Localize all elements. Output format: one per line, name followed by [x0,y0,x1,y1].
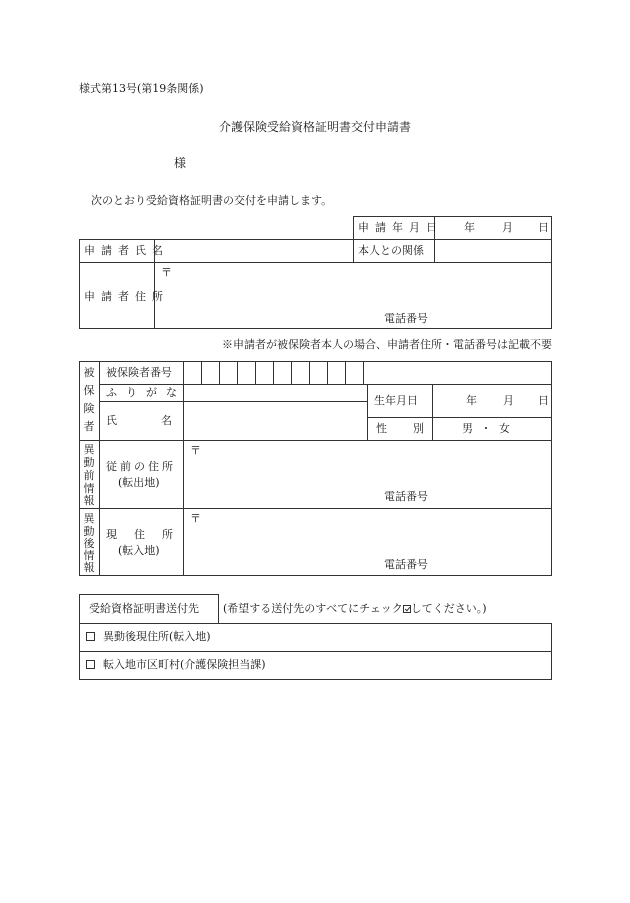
furigana-label: ふりがな [106,386,186,399]
birth-day: 日 [538,394,549,407]
current-postal-mark: 〒 [190,512,201,525]
insured-number-label: 被保険者番号 [106,366,172,379]
birth-date-label: 生年月日 [374,394,418,407]
application-date-month: 月 [502,221,513,234]
applicant-address-label: 申請者住所 [84,290,169,303]
after-side-char-3: 後 [83,537,95,550]
furigana-input[interactable] [186,386,365,399]
insured-side-char-2: 保 [83,384,95,397]
application-date-label: 申請年月日 [358,221,443,234]
current-address-sublabel: (転入地) [118,544,160,557]
previous-postal-mark: 〒 [190,444,201,457]
after-side-char-2: 動 [83,525,95,538]
previous-phone-label: 電話番号 [384,490,428,503]
relation-input[interactable] [437,241,549,260]
after-side-char-5: 報 [83,561,95,574]
form-number: 様式第13号(第19条関係) [79,82,204,95]
check-sample-icon [403,605,411,613]
delivery-option-2[interactable] [86,658,266,672]
insured-name-input[interactable] [186,403,365,438]
addressee-suffix: 様 [174,156,187,170]
note-text: ※申請者が被保険者本人の場合、申請者住所・電話番号は記載不要 [222,338,552,351]
delivery-option-1-label: 異動後現住所(転入地) [103,630,211,643]
applicant-name-label: 申請者氏名 [84,244,169,257]
current-address-label: 現住所 [106,528,190,541]
applicant-name-input[interactable] [157,241,350,260]
after-side-char-1: 異 [83,512,95,525]
after-side-char-4: 情 [83,549,95,562]
checkbox-icon[interactable] [86,632,95,641]
delivery-option-1[interactable] [86,630,211,644]
insured-number-input[interactable] [184,362,363,383]
application-date-input[interactable] [440,218,460,238]
intro-text: 次のとおり受給資格証明書の交付を申請します。 [91,194,333,207]
delivery-label: 受給資格証明書送付先 [89,602,199,615]
insured-name-label: 氏名 [106,414,216,427]
delivery-instruction-before: (希望する送付先のすべてにチェック [223,602,403,615]
insured-side-char-1: 被 [83,366,95,379]
before-side-char-2: 動 [83,456,95,469]
applicant-phone-label: 電話番号 [384,312,428,325]
previous-address-label: 従前の住所 [106,460,176,473]
delivery-instruction-after: してください。) [410,602,487,615]
before-side-char-4: 情 [83,482,95,495]
before-side-char-3: 前 [83,469,95,482]
current-address-input[interactable] [186,510,549,574]
previous-address-input[interactable] [186,442,549,506]
before-side-char-1: 異 [83,443,95,456]
relation-label: 本人との関係 [358,244,424,257]
application-date-day: 日 [538,221,549,234]
delivery-instruction [223,602,487,616]
sex-options[interactable]: 男 ・ 女 [462,422,510,435]
sex-label: 性別 [376,422,450,435]
birth-month: 月 [503,394,514,407]
previous-address-sublabel: (転出地) [118,476,160,489]
delivery-option-2-label: 転入地市区町村(介護保険担当課) [103,658,266,671]
current-phone-label: 電話番号 [384,558,428,571]
applicant-postal-mark: 〒 [161,266,172,279]
insured-side-char-3: 険 [83,402,95,415]
birth-year: 年 [466,394,477,407]
applicant-address-input[interactable] [157,264,549,326]
before-side-char-5: 報 [83,494,95,507]
checkbox-icon[interactable] [86,660,95,669]
birth-date-input[interactable] [435,386,549,415]
form-title: 介護保険受給資格証明書交付申請書 [218,120,411,134]
application-date-year: 年 [464,221,475,234]
insured-side-char-4: 者 [83,420,95,433]
